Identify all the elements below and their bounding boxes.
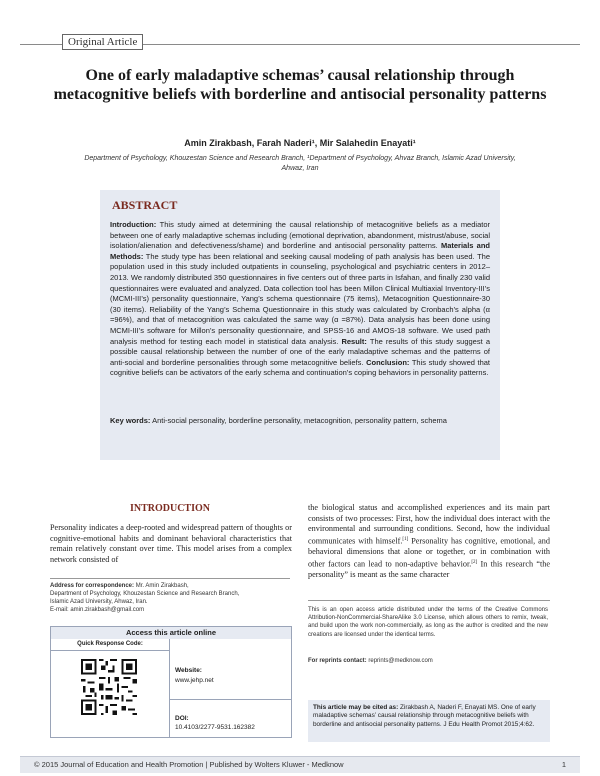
result-text: The results of this study suggest a possible causal relationship between the number of one of the early maladaptive schemas and the patterns of anti-social and borderline personalities through some metacognitive beliefs.: [110, 336, 490, 367]
abstract-box: [100, 190, 500, 460]
introduction-right-text: [308, 503, 550, 581]
abstract-heading: ABSTRACT: [112, 198, 178, 212]
reference-2[interactable]: [2]: [471, 559, 478, 565]
page-footer: [20, 756, 580, 773]
reprints-contact: [308, 658, 548, 664]
intro-right-part-b: Personality has cognitive, emotional, and behavioral dimensions that alone or together, or in combination with other factors can lead to non-adaptive behavior.: [308, 536, 550, 569]
keywords: [110, 416, 490, 426]
methods-label: Materials and Methods:: [110, 241, 490, 261]
citation-text: [313, 704, 545, 729]
conclusion-label: Conclusion:: [366, 357, 410, 367]
correspondence-line1: Department of Psychology, Khouzestan Science and Research Branch,: [50, 591, 240, 597]
qr-code-icon[interactable]: [81, 659, 137, 715]
intro-right-part-a: the biological status and accomplished experiences and its main part consists of two processes: First, how the individual does interact with the environmental and surrounding conditions. Second, how the individual communicates with himself.: [308, 503, 550, 546]
intro-label: Introduction:: [110, 220, 157, 229]
reprints-label: For reprints contact:: [308, 658, 367, 664]
citation-label: This article may be cited as:: [313, 704, 399, 711]
author-list: Amin Zirakbash, Farah Naderi¹, Mir Salahedin Enayati¹: [184, 138, 416, 148]
citation-body: Zirakbash A, Naderi F, Enayati MS. One of early maladaptive schemas’ causal relationship through metacognitive beliefs with borderline and antisocial personality patterns. J Edu Health Promot 2015;4:62.: [313, 704, 536, 728]
license-text: This is an open access article distributed under the terms of the Creative Commons Attribution-NonCommercial-ShareAlike 3.0 License, which allows others to remix, tweak, and build upon the work non-commercially, as long as the author is credited and the new creations are licensed under the identical terms.: [308, 607, 548, 638]
access-heading: Access this article online: [51, 627, 291, 639]
intro-text: This study aimed at determining the causal relationship of metacognitive beliefs as a mediator between one of early maladaptive schemas including (emotional deprivation, abandonment, mistrust/abuse, social isolation/alienation and defectiveness/shame) and borderline and antisocial personality patterns.: [110, 220, 490, 251]
qr-code-label: Quick Response Code:: [51, 639, 169, 651]
correspondence-name: Mr. Amin Zirakbash,: [134, 583, 189, 589]
correspondence-label: Address for correspondence:: [50, 583, 135, 589]
citation-box: [308, 700, 550, 742]
keywords-text: Anti-social personality, borderline personality, metacognition, personality pattern, schema: [150, 416, 447, 425]
website-link[interactable]: www.jehp.net: [175, 677, 214, 684]
reprints-email[interactable]: reprints@medknow.com: [366, 658, 433, 664]
methods-text: The study type has been relational and seeking causal modeling of path analysis has been used. The population used in this study included outpatients in counseling, psychological and psychiatric centers in 2012–2013. We randomly distributed 350 questionnaires in five centers out of three parts in Isfahan, and finally 230 valid questionnaires were evaluated and analyzed. Data collection tool has been Millon Clinical Multiaxial Inventory-III’s (MCMI-III’s) personality questionnaire, Yang’s schema questionnaire (75 items), Metacognition Questionnaire-30 (30 items). Reliability of the Yang’s Schema Questionnaire in this study was calculated by Cronbach’s alpha (α =96%), and that of metacognition was calculated the same way (α =87%). Data analysis has been done using MCMI-III’s software for Millon’s personality questionnaire, and SPSS-16 and AMOS-18 software. We used path analysis method for testing each model in statistical data analysis.: [110, 251, 490, 346]
intro-right-part-c: In this research “the personality” is meant as the same character: [308, 559, 550, 580]
introduction-left-text: Personality indicates a deep-rooted and widespread pattern of thoughts or cognitive-emotional habits and dominant behavioral characteristics that remain relatively constant over time. This model arises from a complex network consisted of: [50, 523, 292, 564]
right-column-divider: [308, 600, 550, 601]
footer-copyright: © 2015 Journal of Education and Health Promotion | Published by Wolters Kluwer - Medknow: [34, 760, 344, 769]
access-divider-horizontal: [169, 699, 291, 700]
left-column-divider: [50, 578, 290, 579]
keywords-label: Key words:: [110, 416, 151, 425]
correspondence-email[interactable]: E-mail: amin.zirakbash@gmail.com: [50, 607, 145, 613]
abstract-text: [110, 220, 490, 379]
doi-link[interactable]: 10.4103/2277-9531.162382: [175, 724, 255, 731]
doi-label: DOI:: [175, 715, 189, 722]
introduction-heading: INTRODUCTION: [129, 503, 210, 514]
conclusion-text: This study showed that cognitive beliefs can be activators of the early schema and continuation’s coping behaviors in personality patterns.: [110, 357, 490, 378]
article-title: One of early maladaptive schemas’ causal relationship through metacognitive beliefs with borderline and antisocial personality patterns: [53, 67, 547, 103]
reference-1[interactable]: [1]: [402, 536, 409, 542]
article-type-label: Original Article: [62, 34, 143, 50]
page-number: 1: [561, 760, 566, 769]
access-online-box: [50, 626, 292, 738]
result-label: Result:: [341, 336, 367, 346]
affiliations: Department of Psychology, Khouzestan Science and Research Branch, ¹Department of Psychology, Ahvaz Branch, Islamic Azad University, Ahwaz, Iran: [84, 155, 516, 172]
correspondence-line2: Islamic Azad University, Ahwaz, Iran.: [50, 599, 148, 605]
correspondence-block: [50, 582, 290, 614]
website-label: Website:: [175, 667, 202, 674]
access-divider-vertical: [169, 639, 170, 737]
